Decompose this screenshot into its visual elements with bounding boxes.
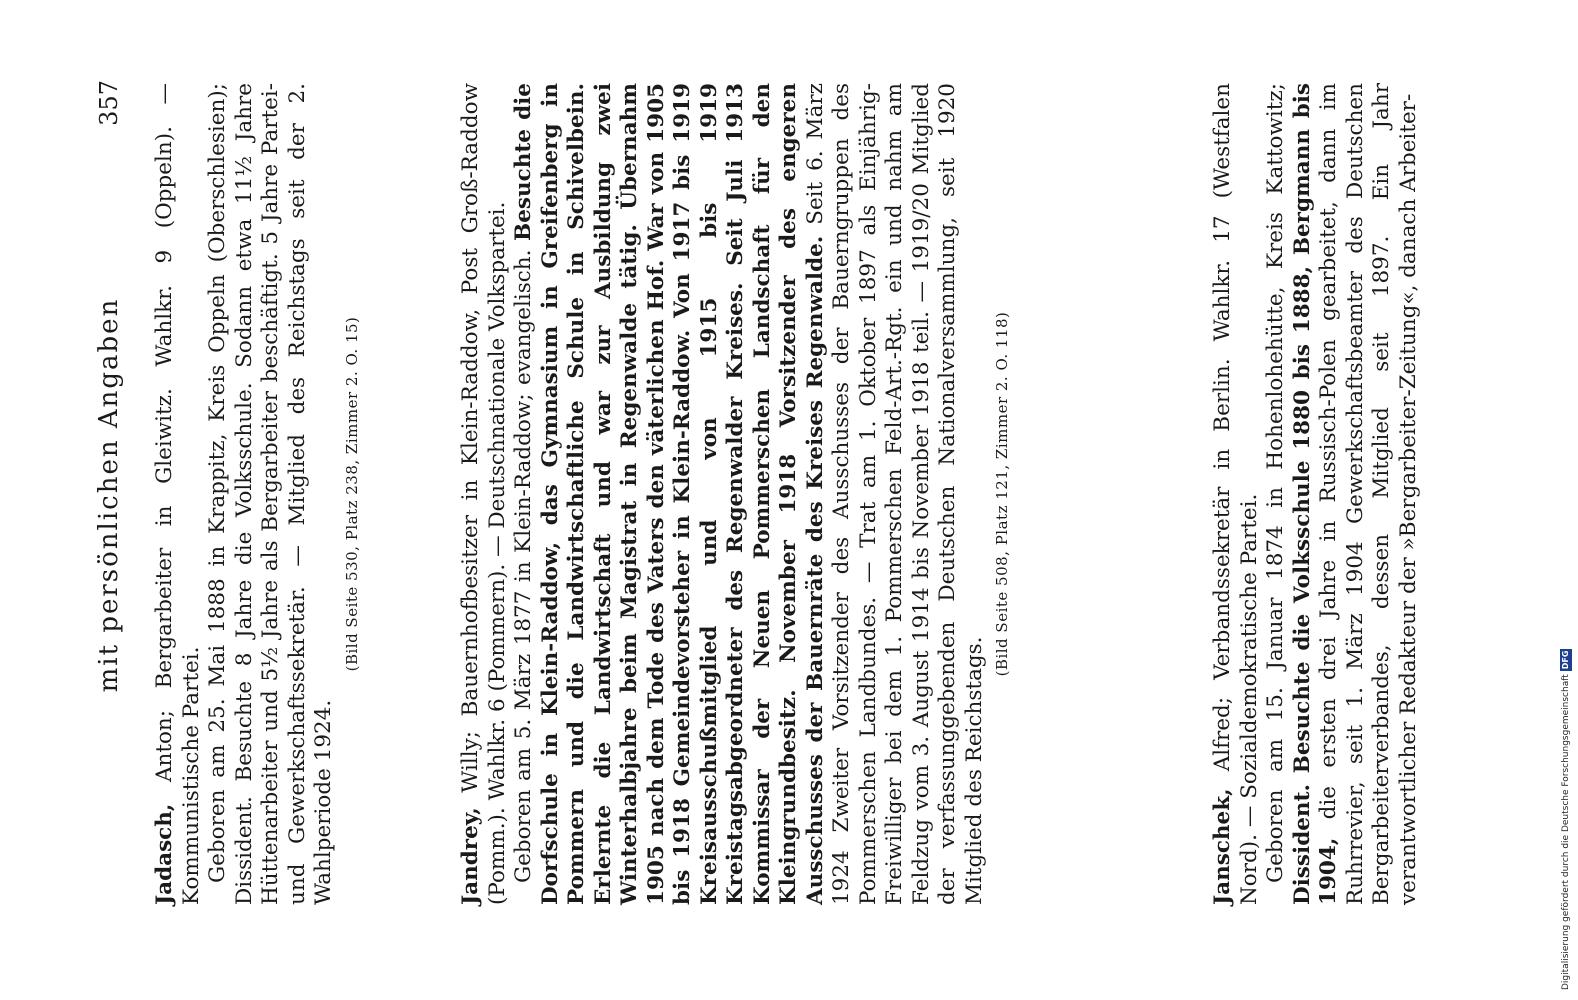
page-number: 357: [95, 80, 123, 126]
bio-text-bold: Dissident. Besuchte die Volksschule 1880 bis 1888, Bergmann bis 1904,: [1289, 83, 1341, 905]
biography-entry: [1210, 83, 1422, 905]
entry-name: Jadasch,: [152, 803, 177, 905]
photo-reference: (Bild Seite 530, Platz 238, Zimmer 2. O. 15): [342, 316, 361, 672]
entry-name: Janschek,: [1210, 788, 1235, 905]
bio-text: Geboren am 5. März 1877 in Klein-Raddow; evangelisch.: [511, 240, 536, 883]
running-title: mit persönlichen Angaben: [94, 297, 124, 693]
photo-reference: (Bild Seite 508, Platz 121, Zimmer 2. O. 118): [993, 311, 1011, 677]
bio-text: Geboren am 15. Januar 1874 in Hohenlohehütte, Kreis Kattowitz;: [1263, 83, 1288, 883]
dfg-logo: DFG: [1561, 650, 1570, 670]
bio-text: Geboren am 25. Mai 1888 in Krappitz, Kreis Oppeln (Oberschlesien); Dissident. Besuchte 8 Jahre die Volksschule. Sodann etwa 11½ Jahre Hüttenarbeiter und 5½ Jahre als Bergarbeiter beschäftigt. 5 Jahre Partei- und Gewerkschaftssekretär. — Mitglied des Reichstags seit der 2. Wahlperiode 1924.: [205, 83, 336, 905]
bio-text-bold: Übernahm 1905 nach dem Tode des Vaters den väterlichen Hof. War von 1905 bis 1918 Gemeindevorsteher in Klein-Raddow. Von 1917 bis 1919 Kreisausschußmitglied und von 1915 bis 1919 Kreistagsabgeordneter des Regenwalder Kreises. Seit Juli 1913 Kommissar der Neuen Pommerschen Landschaft für den Kleingrundbesitz. November 1918 Vorsitzender des engeren Ausschusses der Bauernräte des Kreises Regenwalde.: [617, 82, 828, 905]
bio-text-bold: Besuchte die Dorfschule in Klein-Raddow, das Gymnasium in Greifenberg in Pommern und die Landwirtschaftliche Schule in Schivelbein. Erlernte die Landwirtschaft und war zur Ausbildung zwei Winterhalbjahre beim Magistrat in Regenwalde tätig.: [511, 83, 642, 905]
bio-text: Seit 6. März 1924 Zweiter Vorsitzender des Ausschusses der Bauerngruppen des Pommerschen Landbundes. — Trat am 1. Oktober 1897 als Einjährig-Freiwilliger bei dem 1. Pommerschen Feld-Art.-Rgt. ein und nahm am Feldzug vom 3. August 1914 bis November 1918 teil. — 1919/20 Mitglied der verfassunggebenden Deutschen Nationalversammlung, seit 1920 Mitglied des Reichstags.: [802, 83, 987, 905]
digitization-text: Digitalisierung gefördert durch die Deutsche Forschungsgemeinschaft: [1561, 674, 1571, 990]
page-header: [92, 80, 126, 910]
entry-intro: Alfred; Verbandssekretär in Berlin. Wahlkr. 17 (Westfalen Nord). — Sozialdemokratische Partei.: [1210, 83, 1262, 905]
biography-entry: [458, 83, 1012, 905]
entry-name: Jandrey,: [458, 807, 483, 905]
entry-bio: [511, 83, 988, 905]
bio-text: die ersten drei Jahre in Russisch-Polen gearbeitet, dann im Ruhrrevier, seit 1. März 1904 Gewerkschaftsbeamter des Deutschen Bergarbeiterverbandes, dessen Mitglied seit 1897. Ein Jahr verantwortlicher Redakteur der »Bergarbeiter-Zeitung«, danach Arbeiter-: [1316, 83, 1421, 905]
biography-entry: [152, 83, 362, 905]
entry-intro: Anton; Bergarbeiter in Gleiwitz. Wahlkr. 9 (Oppeln). — Kommunistische Partei.: [152, 83, 204, 905]
entry-bio: [1263, 83, 1422, 905]
digitization-note: [1560, 10, 1572, 990]
entry-intro: Willy; Bauernhofbesitzer in Klein-Raddow, Post Groß-Raddow (Pomm.). Wahlkr. 6 (Pommern). — Deutschnationale Volkspartei.: [458, 83, 510, 905]
entry-bio: [205, 83, 338, 905]
